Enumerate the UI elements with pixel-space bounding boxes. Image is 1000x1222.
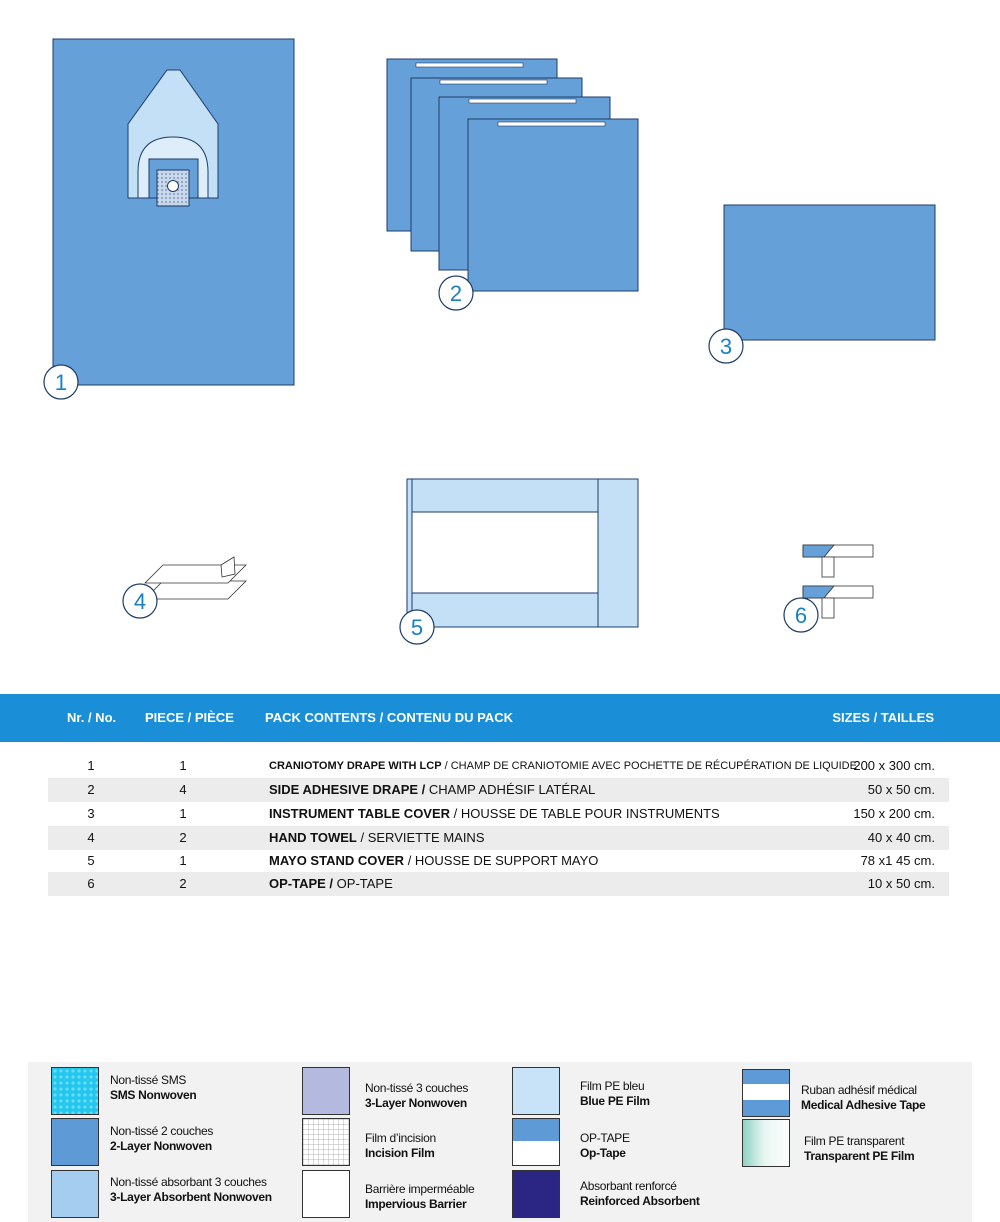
row-contents bbox=[269, 754, 857, 778]
table-row bbox=[48, 802, 949, 826]
row-size: 40 x 40 cm. bbox=[867, 830, 935, 845]
row-nr: 1 bbox=[87, 758, 95, 773]
legend-adhesive-tape bbox=[801, 1083, 925, 1113]
op-tape-swatch bbox=[512, 1118, 560, 1166]
legend-en: 3-Layer Nonwoven bbox=[365, 1096, 467, 1110]
number-circle-1 bbox=[44, 365, 78, 399]
legend-impervious bbox=[365, 1182, 474, 1212]
row-nr: 3 bbox=[87, 806, 95, 821]
blue-pe-film-swatch bbox=[512, 1067, 560, 1115]
number-label-2: 2 bbox=[449, 281, 463, 306]
row-piece: 1 bbox=[179, 758, 187, 773]
legend-en: SMS Nonwoven bbox=[110, 1088, 197, 1102]
row-size: 10 x 50 cm. bbox=[867, 876, 935, 891]
row-name: MAYO STAND COVER bbox=[269, 853, 405, 868]
number-circle-2 bbox=[439, 276, 473, 310]
row-size: 150 x 200 cm. bbox=[853, 806, 935, 821]
header-piece: PIECE / PIÈCE bbox=[145, 710, 234, 725]
legend-en: Op-Tape bbox=[580, 1146, 626, 1160]
legend-fr: Ruban adhésif médical bbox=[801, 1083, 917, 1097]
legend-en: Impervious Barrier bbox=[365, 1197, 467, 1211]
legend-fr: OP-TAPE bbox=[580, 1131, 630, 1145]
legend-en: 2-Layer Nonwoven bbox=[110, 1139, 212, 1153]
mayo-stand-cover-illustration bbox=[407, 479, 638, 627]
row-nr: 6 bbox=[87, 876, 95, 891]
number-label-3: 3 bbox=[719, 334, 733, 359]
row-nr: 2 bbox=[87, 782, 95, 797]
row-contents bbox=[269, 778, 595, 802]
legend-en: Transparent PE Film bbox=[804, 1149, 915, 1163]
row-size: 78 x1 45 cm. bbox=[860, 853, 935, 868]
legend-en: Medical Adhesive Tape bbox=[801, 1098, 926, 1112]
three-layer-nonwoven-swatch bbox=[302, 1067, 350, 1115]
legend-en: Blue PE Film bbox=[580, 1094, 650, 1108]
row-nr: 4 bbox=[87, 830, 95, 845]
row-name: SIDE ADHESIVE DRAPE / bbox=[269, 782, 426, 797]
legend-blue-pe bbox=[580, 1079, 650, 1109]
craniotomy-drape-illustration bbox=[53, 39, 294, 385]
sms-nonwoven-swatch bbox=[51, 1067, 99, 1115]
table-row bbox=[48, 850, 949, 872]
row-contents bbox=[269, 872, 393, 896]
legend-en: 3-Layer Absorbent Nonwoven bbox=[110, 1190, 272, 1204]
legend-op-tape bbox=[580, 1131, 630, 1161]
number-circle-3 bbox=[709, 329, 743, 363]
legend-transparent-pe bbox=[804, 1134, 914, 1164]
number-label-6: 6 bbox=[794, 603, 808, 628]
transparent-pe-film-swatch bbox=[742, 1119, 790, 1167]
row-contents bbox=[269, 826, 485, 850]
legend-sms bbox=[110, 1073, 196, 1103]
row-name: OP-TAPE / bbox=[269, 876, 334, 891]
legend-fr: Film PE transparent bbox=[804, 1134, 905, 1148]
row-piece: 4 bbox=[179, 782, 187, 797]
row-nr: 5 bbox=[87, 853, 95, 868]
row-desc: CHAMP ADHÉSIF LATÉRAL bbox=[425, 782, 596, 797]
row-desc: OP-TAPE bbox=[333, 876, 393, 891]
two-layer-nonwoven-swatch bbox=[51, 1118, 99, 1166]
instrument-table-cover-illustration bbox=[724, 205, 935, 340]
pack-contents-table bbox=[48, 754, 949, 896]
number-circle-6 bbox=[784, 598, 818, 632]
legend-en: Reinforced Absorbent bbox=[580, 1194, 700, 1208]
legend-fr: Absorbant renforcé bbox=[580, 1179, 677, 1193]
adhesive-tape-swatch bbox=[742, 1069, 790, 1117]
row-size: 50 x 50 cm. bbox=[867, 782, 935, 797]
legend-fr: Non-tissé 3 couches bbox=[365, 1081, 469, 1095]
row-contents bbox=[269, 802, 720, 826]
hand-towel-illustration bbox=[145, 557, 246, 599]
table-row bbox=[48, 778, 949, 802]
row-desc: / HOUSSE DE SUPPORT MAYO bbox=[404, 853, 599, 868]
incision-film-swatch bbox=[302, 1118, 350, 1166]
side-adhesive-drape-illustration bbox=[387, 59, 638, 291]
legend-two-layer bbox=[110, 1124, 213, 1154]
row-piece: 1 bbox=[179, 806, 187, 821]
table-row bbox=[48, 872, 949, 896]
row-desc: / SERVIETTE MAINS bbox=[356, 830, 485, 845]
row-piece: 1 bbox=[179, 853, 187, 868]
table-row bbox=[48, 754, 949, 778]
number-circle-5 bbox=[400, 610, 434, 644]
row-desc: / CHAMP DE CRANIOTOMIE AVEC POCHETTE DE RÉCUPÉRATION DE LIQUIDE bbox=[441, 760, 857, 772]
row-desc: / HOUSSE DE TABLE POUR INSTRUMENTS bbox=[450, 806, 720, 821]
impervious-barrier-swatch bbox=[302, 1170, 350, 1218]
table-header-band bbox=[0, 694, 1000, 742]
legend-fr: Non-tissé 2 couches bbox=[110, 1124, 214, 1138]
row-name: CRANIOTOMY DRAPE WITH LCP bbox=[269, 760, 442, 772]
legend-fr: Film PE bleu bbox=[580, 1079, 645, 1093]
legend-fr: Barrière imperméable bbox=[365, 1182, 475, 1196]
header-nr: Nr. / No. bbox=[67, 710, 117, 725]
material-legend bbox=[28, 1062, 972, 1222]
number-label-4: 4 bbox=[133, 589, 147, 614]
reinforced-absorbent-swatch bbox=[512, 1170, 560, 1218]
row-piece: 2 bbox=[179, 876, 187, 891]
legend-absorbent bbox=[110, 1175, 272, 1205]
absorbent-nonwoven-swatch bbox=[51, 1170, 99, 1218]
row-piece: 2 bbox=[179, 830, 187, 845]
row-size: 200 x 300 cm. bbox=[853, 758, 935, 773]
legend-incision bbox=[365, 1131, 436, 1161]
legend-reinforced bbox=[580, 1179, 700, 1209]
legend-fr: Non-tissé SMS bbox=[110, 1073, 187, 1087]
table-row bbox=[48, 826, 949, 850]
header-contents: PACK CONTENTS / CONTENU DU PACK bbox=[265, 710, 513, 725]
row-contents bbox=[269, 850, 598, 872]
row-name: INSTRUMENT TABLE COVER bbox=[269, 806, 451, 821]
number-circle-4 bbox=[123, 584, 157, 618]
legend-fr: Film d’incision bbox=[365, 1131, 436, 1145]
legend-fr: Non-tissé absorbant 3 couches bbox=[110, 1175, 267, 1189]
legend-en: Incision Film bbox=[365, 1146, 435, 1160]
header-sizes: SIZES / TAILLES bbox=[832, 710, 934, 725]
row-name: HAND TOWEL bbox=[269, 830, 357, 845]
number-label-5: 5 bbox=[410, 615, 424, 640]
legend-three-layer bbox=[365, 1081, 468, 1111]
number-label-1: 1 bbox=[54, 370, 68, 395]
